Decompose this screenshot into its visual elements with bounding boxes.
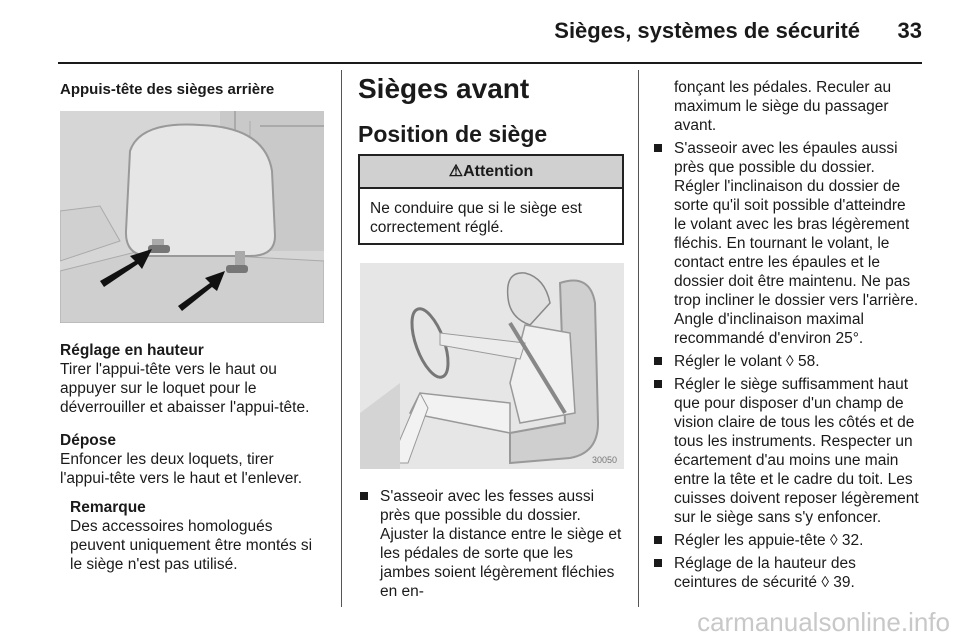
headrest-figure xyxy=(60,111,324,323)
bullet-text: Régler les appuie-tête ◊ 32. xyxy=(674,532,864,549)
bullet-text: Régler le volant ◊ 58. xyxy=(674,353,820,370)
right-column xyxy=(652,78,922,596)
section-title: Appuis-tête des sièges arrière xyxy=(60,81,275,98)
warning-header xyxy=(360,156,622,189)
warning-box xyxy=(358,154,624,245)
middle-column xyxy=(358,72,624,605)
bullet-square-icon xyxy=(654,144,662,152)
bullet-square-icon xyxy=(360,492,368,500)
column-divider-right xyxy=(638,70,639,607)
seat-position-illustration xyxy=(360,263,624,469)
watermark: carmanualsonline.info xyxy=(697,607,950,637)
column-divider-left xyxy=(341,70,342,607)
bullet-text: Régler le siège suffisamment haut que pour disposer d'un champ de vision claire de tous les côtés et de tous les instruments. Respecter un écartement d'au moins une main entre la tête et le cadre du toit. Les cuisses doivent reposer légèrement sur le siège sans s'y enfoncer. xyxy=(674,376,919,526)
page-number: 33 xyxy=(897,18,922,43)
page-header xyxy=(58,18,922,64)
bullet-item xyxy=(652,554,922,592)
bullet-item xyxy=(652,352,922,371)
height-adjust-text: Tirer l'appui-tête vers le haut ou appuyer sur le loquet pour le déverrouiller et abaisser l'appui-tête. xyxy=(60,361,310,416)
note-block xyxy=(70,498,326,574)
bullet-text: Réglage de la hauteur des ceintures de sécurité ◊ 39. xyxy=(674,555,856,591)
bullet-square-icon xyxy=(654,536,662,544)
continuation-text: fonçant les pédales. Reculer au maximum le siège du passager avant. xyxy=(674,79,892,134)
removal-heading: Dépose xyxy=(60,432,116,449)
header-title: Sièges, systèmes de sécurité xyxy=(554,18,860,43)
bullet-square-icon xyxy=(654,559,662,567)
sub-heading: Position de siège xyxy=(358,121,548,147)
height-adjust-heading: Réglage en hauteur xyxy=(60,342,204,359)
note-heading: Remarque xyxy=(70,499,146,516)
bullet-square-icon xyxy=(654,380,662,388)
main-heading: Sièges avant xyxy=(358,73,530,104)
note-text: Des accessoires homologués peuvent uniquement être montés si le siège n'est pas utilisé. xyxy=(70,518,313,573)
removal-text: Enfoncer les deux loquets, tirer l'appui-tête vers le haut et l'enlever. xyxy=(60,451,303,487)
warning-text: Ne conduire que si le siège est correctement réglé. xyxy=(370,200,582,236)
bullet-item xyxy=(652,375,922,527)
bullet-text: S'asseoir avec les fesses aussi près que possible du dossier. Ajuster la distance entre le siège et les pédales de sorte que les jambes soient légèrement fléchies en en- xyxy=(380,488,622,600)
bullet-text: S'asseoir avec les épaules aussi près que possible du dossier. Régler l'inclinaison du dossier de sorte qu'il soit possible d'atteindre le volant avec les bras légèrement fléchis. En tournant le volant, le contact entre les épaules et le dossier doit être maintenu. Ne pas trop incliner le dossier vers l'arrière. Angle d'inclinaison maximal recommandé d'environ 25°. xyxy=(674,140,919,347)
bullet-item xyxy=(652,531,922,550)
driver-seat-figure xyxy=(360,263,624,469)
warning-triangle-icon: ⚠ xyxy=(448,163,464,180)
headrest-illustration xyxy=(60,111,324,323)
bullet-square-icon xyxy=(654,357,662,365)
figure-code: 30050 xyxy=(592,455,618,465)
bullet-item xyxy=(652,139,922,348)
warning-title: Attention xyxy=(463,163,534,180)
bullet-item xyxy=(358,487,624,601)
left-column xyxy=(60,80,326,574)
